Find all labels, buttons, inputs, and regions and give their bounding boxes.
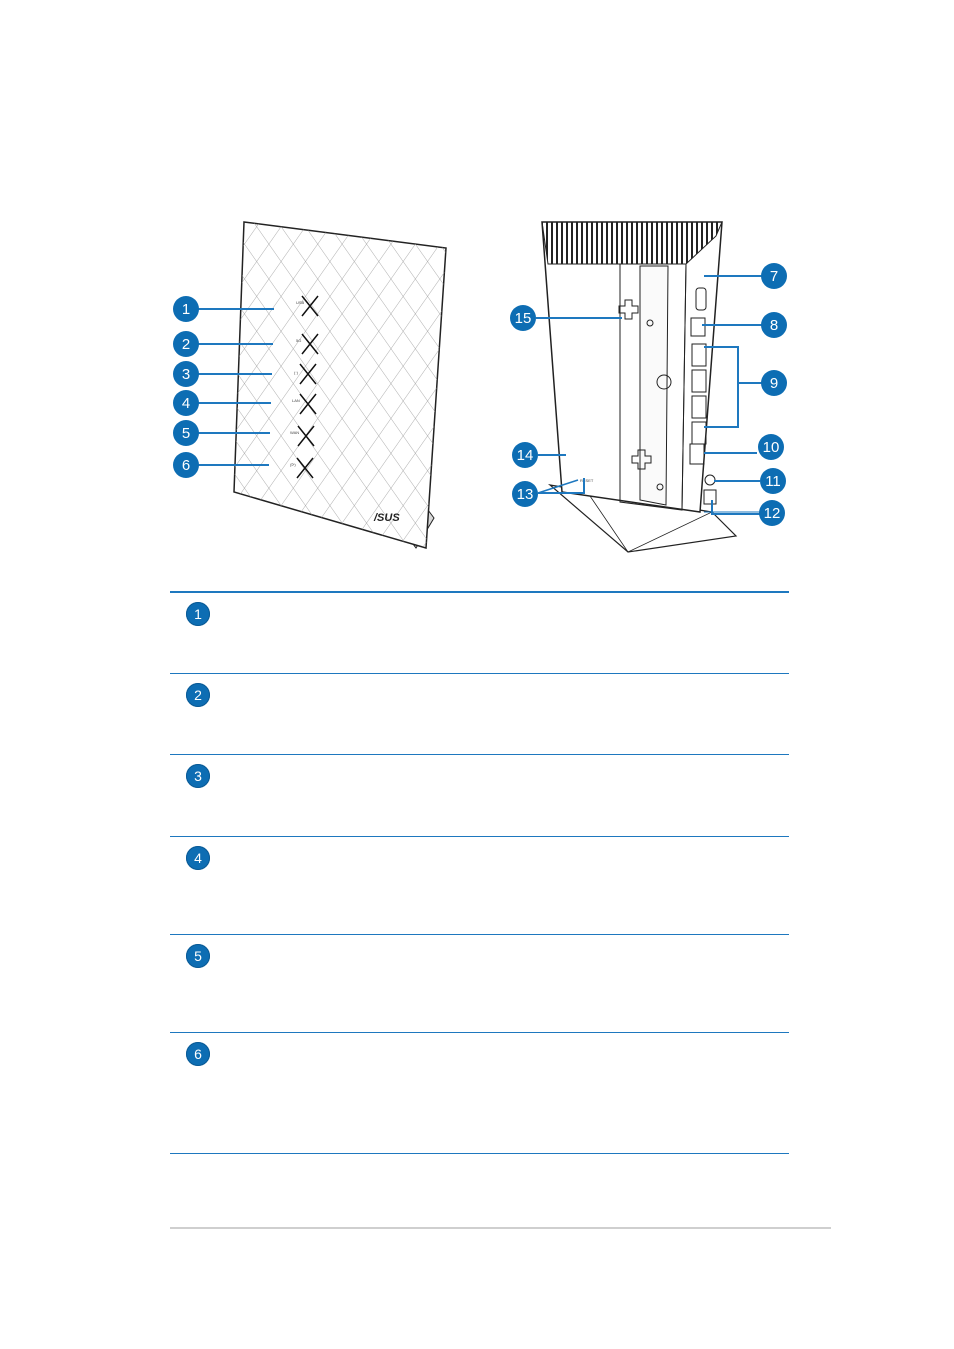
svg-text:13: 13 [516,486,534,503]
table-row [170,755,789,837]
asus-logo: /SUS [374,512,400,524]
svg-text:11: 11 [765,473,781,490]
svg-text:WAN: WAN [290,430,300,435]
callout-9 [704,347,787,427]
table-row [170,674,789,755]
router-back-view [542,222,736,552]
svg-text:14: 14 [516,447,534,464]
svg-text:6: 6 [181,457,191,474]
svg-text:15: 15 [514,310,532,327]
legend-table [170,591,789,1154]
svg-text:(ᐅ): (ᐅ) [290,462,296,467]
router-illustration [0,0,954,580]
svg-text:(·): (·) [294,370,298,375]
svg-text:3: 3 [181,366,191,383]
svg-text:4: 4 [181,395,191,412]
router-front-view [234,222,446,548]
svg-text:7: 7 [769,268,779,285]
row-number-badge: 4 [186,846,210,870]
callout-11 [714,468,786,494]
svg-text:10: 10 [762,439,780,456]
reset-label: RESET [580,478,594,483]
svg-text:2: 2 [181,336,191,353]
svg-text:8: 8 [769,317,779,334]
svg-text:5: 5 [181,425,191,442]
table-row [170,935,789,1033]
callout-10 [704,434,784,460]
svg-text:1: 1 [181,301,191,318]
row-number-badge: 2 [186,683,210,707]
row-number-badge: 6 [186,1042,210,1066]
svg-text:5G: 5G [296,338,302,343]
row-number-badge: 1 [186,602,210,626]
svg-text:LAN: LAN [292,398,300,403]
svg-text:9: 9 [769,375,779,392]
svg-text:USB: USB [296,300,305,305]
row-number-badge: 3 [186,764,210,788]
row-number-badge: 5 [186,944,210,968]
table-row [170,593,789,674]
svg-text:12: 12 [763,505,781,522]
footer-rule [170,1227,831,1229]
table-row [170,1033,789,1154]
table-row [170,837,789,935]
